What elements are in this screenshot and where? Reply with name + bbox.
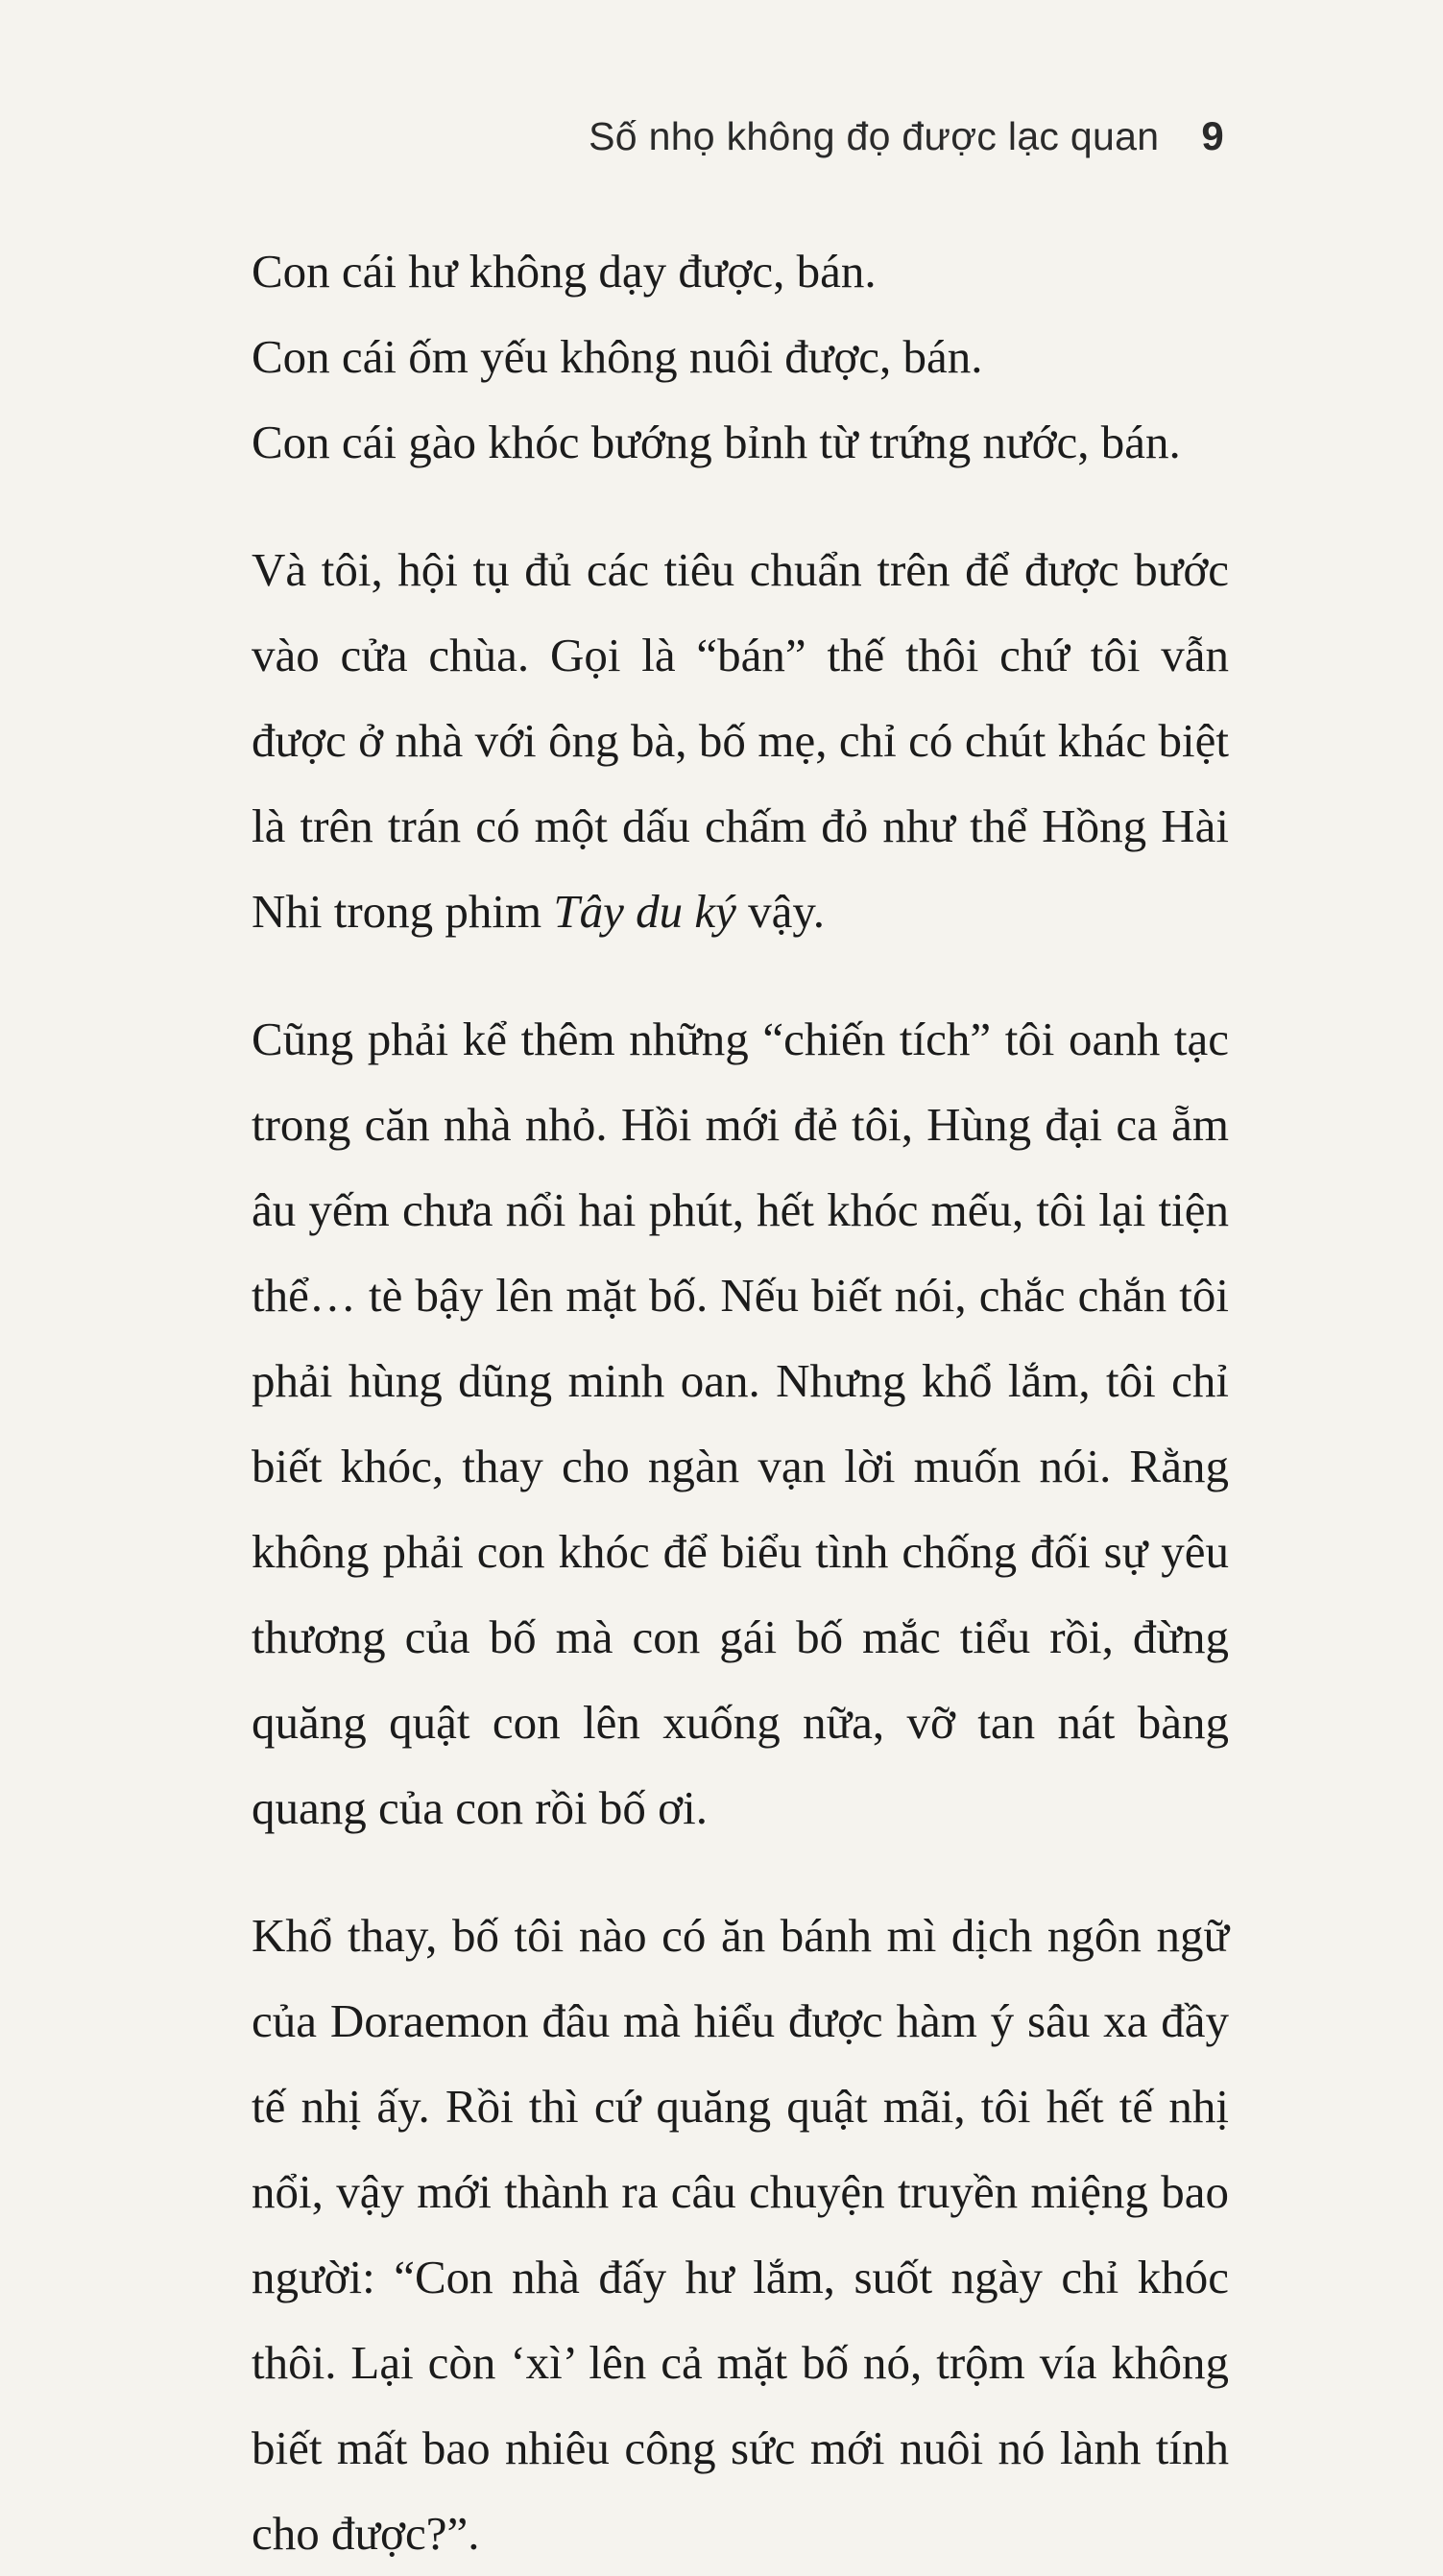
- paragraph-2: Cũng phải kể thêm những “chiến tích” tôi oanh tạc trong căn nhà nhỏ. Hồi mới đẻ tôi, Hùng đại ca ẵm âu yếm chưa nổi hai phút, hết khóc mếu, tôi lại tiện thể… tè bậy lên mặt bố. Nếu biết nói, chắc chắn tôi phải hùng dũng minh oan. Nhưng khổ lắm, tôi chỉ biết khóc, thay cho ngàn vạn lời muốn nói. Rằng không phải con khóc để biểu tình chống đối sự yêu thương của bố mà con gái bố mắc tiểu rồi, đừng quăng quật con lên xuống nữa, vỡ tan nát bàng quang của con rồi bố ơi.: [252, 1013, 1229, 1834]
- paragraph-1: [252, 527, 1229, 954]
- body-text: [252, 228, 1229, 2576]
- verse-block: [252, 228, 1229, 485]
- page-number: 9: [1201, 113, 1224, 158]
- verse-line: Con cái ốm yếu không nuôi được, bán.: [252, 330, 983, 383]
- verse-line: Con cái gào khóc bướng bỉnh từ trứng nước, bán.: [252, 416, 1181, 468]
- paragraph-1-end: vậy.: [735, 885, 825, 938]
- paragraph-1-text: Và tôi, hội tụ đủ các tiêu chuẩn trên để được bước vào cửa chùa. Gọi là “bán” thế thôi chứ tôi vẫn được ở nhà với ông bà, bố mẹ, chỉ có chút khác biệt là trên trán có một dấu chấm đỏ như thể Hồng Hài Nhi trong phim: [252, 543, 1229, 938]
- running-header-title: Số nhọ không đọ được lạc quan: [589, 114, 1160, 158]
- verse-line: Con cái hư không dạy được, bán.: [252, 245, 877, 298]
- running-header: [589, 113, 1224, 159]
- film-title: Tây du ký: [553, 885, 736, 938]
- paragraph-3: Khổ thay, bố tôi nào có ăn bánh mì dịch ngôn ngữ của Doraemon đâu mà hiểu được hàm ý sâu xa đầy tế nhị ấy. Rồi thì cứ quăng quật mãi, tôi hết tế nhị nổi, vậy mới thành ra câu chuyện truyền miệng bao người: “Con nhà đấy hư lắm, suốt ngày chỉ khóc thôi. Lại còn ‘xì’ lên cả mặt bố nó, trộm vía không biết mất bao nhiêu công sức mới nuôi nó lành tính cho được?”.: [252, 1909, 1229, 2560]
